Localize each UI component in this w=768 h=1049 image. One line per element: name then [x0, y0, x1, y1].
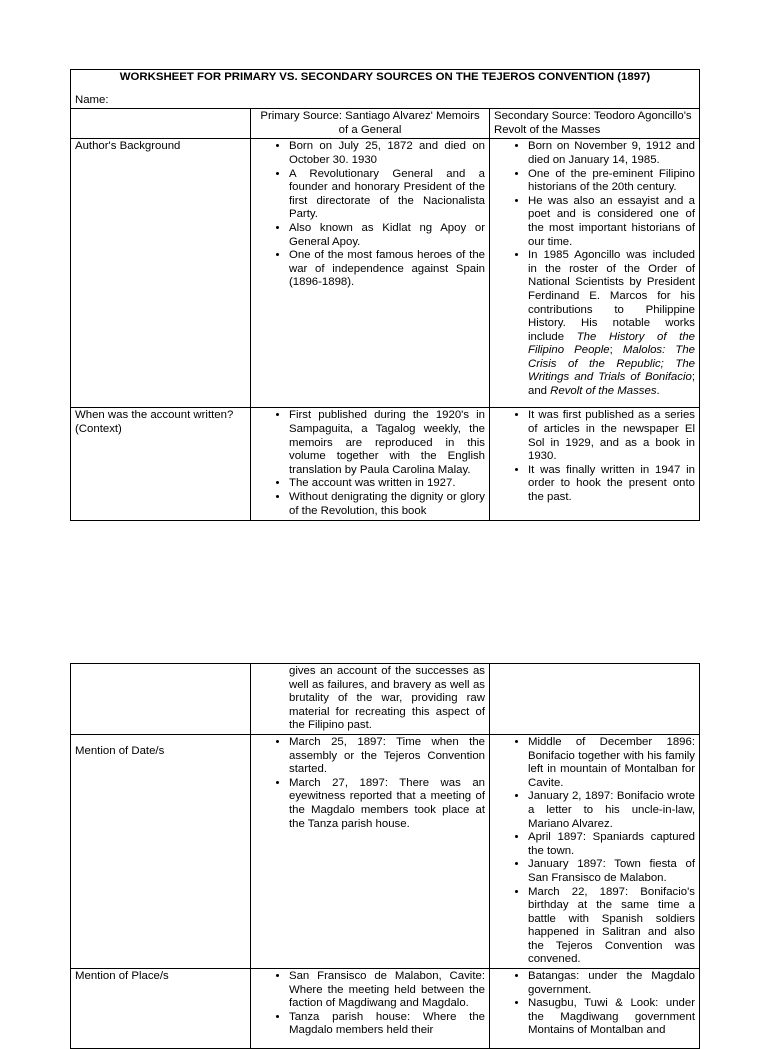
- secondary-source-header: Secondary Source: Teodoro Agoncillo's Revolt of the Masses: [490, 109, 700, 139]
- places-secondary-cell: [490, 969, 700, 1049]
- list-item: • One of the most famous heroes of the war of independence against Spain (1896-1898).: [289, 249, 485, 290]
- header-empty-cell: [71, 109, 251, 139]
- context-continued-secondary-cell: [490, 664, 700, 735]
- name-label: Name:: [71, 86, 700, 109]
- list-item: • Also known as Kidlat ng Apoy or General Apoy.: [289, 222, 485, 249]
- author-primary-cell: [251, 139, 490, 408]
- list-item: • January 2, 1897: Bonifacio wrote a letter to his uncle-in-law, Mariano Alvarez.: [528, 790, 695, 831]
- header-row: [71, 109, 700, 139]
- list-item: • Born on July 25, 1872 and died on October 30. 1930: [289, 140, 485, 167]
- list-item: • January 1897: Town fiesta of San Fransisco de Malabon.: [528, 858, 695, 885]
- context-continued-primary-cell: [251, 664, 490, 735]
- author-secondary-list: [494, 140, 695, 398]
- author-secondary-cell: [490, 139, 700, 408]
- list-item: • First published during the 1920's in Sampaguita, a Tagalog weekly, the memoirs are reproduced in this volume together with the English translation by Paula Carolina Malay.: [289, 409, 485, 477]
- list-item: • It was first published as a series of articles in the newspaper El Sol in 1929, and as a book in 1930.: [528, 409, 695, 463]
- row-author-background: [71, 139, 700, 408]
- title-row: [71, 70, 700, 86]
- context-primary-list: [255, 409, 485, 518]
- list-item: • He was also an essayist and a poet and is considered one of the most important historians of our time.: [528, 195, 695, 249]
- works-end: .: [656, 385, 660, 398]
- dates-primary-cell: [251, 734, 490, 968]
- context-continued-label-cell: [71, 664, 251, 735]
- list-item: • Without denigrating the dignity or glory of the Revolution, this book: [289, 491, 485, 518]
- list-item: • One of the pre-eminent Filipino historians of the 20th century.: [528, 168, 695, 195]
- worksheet-table-page-2: [70, 663, 700, 1049]
- row-label-places: Mention of Place/s: [71, 969, 251, 1049]
- row-context: [71, 408, 700, 521]
- list-item: • It was finally written in 1947 in order to hook the present onto the past.: [528, 464, 695, 505]
- places-primary-cell: [251, 969, 490, 1049]
- list-item: • Tanza parish house: Where the Magdalo members held their: [289, 1011, 485, 1038]
- primary-source-header: Primary Source: Santiago Alvarez' Memoirs of a General: [251, 109, 490, 139]
- list-item: • March 25, 1897: Time when the assembly or the Tejeros Convention started.: [289, 736, 485, 777]
- places-primary-list: [255, 970, 485, 1038]
- worksheet-table-page-1: [70, 69, 700, 521]
- row-places: [71, 969, 700, 1049]
- list-item: [528, 249, 695, 399]
- list-item: • The account was written in 1927.: [289, 477, 485, 491]
- list-item: • San Fransisco de Malabon, Cavite: Where the meeting held between the faction of Magdiwang and Magdalo.: [289, 970, 485, 1011]
- list-item: • A Revolutionary General and a founder and honorary President of the first directorate of the Nacionalista Party.: [289, 168, 485, 222]
- row-label-author-background: Author's Background: [71, 139, 251, 408]
- row-label-dates: Mention of Date/s: [71, 734, 251, 968]
- list-item: • April 1897: Spaniards captured the town.: [528, 831, 695, 858]
- author-primary-list: [255, 140, 485, 290]
- context-secondary-cell: [490, 408, 700, 521]
- list-item: • March 27, 1897: There was an eyewitness reported that a meeting of the Magdalo members took place at the Tanza parish house.: [289, 777, 485, 831]
- name-row: [71, 86, 700, 109]
- row-dates: [71, 734, 700, 968]
- list-item: • Born on November 9, 1912 and died on January 14, 1985.: [528, 140, 695, 167]
- worksheet-title: WORKSHEET FOR PRIMARY VS. SECONDARY SOURCES ON THE TEJEROS CONVENTION (1897): [71, 70, 700, 86]
- places-secondary-list: [494, 970, 695, 1038]
- context-secondary-list: [494, 409, 695, 504]
- list-item: • March 22, 1897: Bonifacio's birthday at the same time a battle with Spanish soldiers happened in Salitran and also the Tejeros Convention was convened.: [528, 886, 695, 968]
- dates-secondary-list: [494, 736, 695, 967]
- dates-secondary-cell: [490, 734, 700, 968]
- context-continuation-text: gives an account of the successes as well as failures, and bravery as well as brutality of the war, providing raw material for recreating this aspect of the Filipino past.: [289, 665, 485, 732]
- work-title: Revolt of the Masses: [550, 385, 657, 398]
- work-title: Malolos: The Crisis of the Republic; The Writings and Trials of Bonifacio: [528, 344, 695, 384]
- works-separator: ; and: [528, 371, 695, 398]
- works-intro: In 1985 Agoncillo was included in the roster of the Order of National Scientists by President Ferdinand E. Marcos for his contributions to Philippine History. His notable works include: [528, 249, 695, 343]
- list-item: • Nasugbu, Tuwi & Look: under the Magdiwang government Montains of Montalban and: [528, 997, 695, 1038]
- list-item: • Middle of December 1896: Bonifacio together with his family left in mountain of Montalban for Cavite.: [528, 736, 695, 790]
- row-context-continued: [71, 664, 700, 735]
- context-primary-cell: [251, 408, 490, 521]
- works-separator: ;: [609, 344, 623, 357]
- work-title: The History of the Filipino People: [528, 330, 695, 357]
- list-item: • Batangas: under the Magdalo government.: [528, 970, 695, 997]
- dates-primary-list: [255, 736, 485, 831]
- row-label-context: When was the account written? (Context): [71, 408, 251, 521]
